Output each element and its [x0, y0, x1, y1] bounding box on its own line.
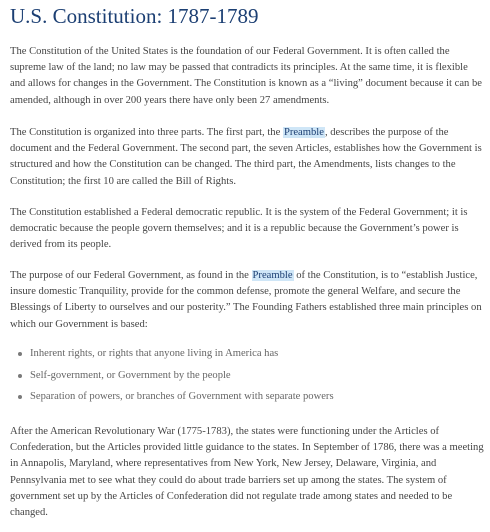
preamble-link-2[interactable]: Preamble: [252, 270, 293, 281]
list-item: [10, 389, 484, 411]
principle-label: Separation of powers, or branches of Government with separate powers: [30, 391, 334, 402]
principle-label: Inherent rights, or rights that anyone living in America has: [30, 348, 279, 359]
paragraph-foundation: The Constitution of the United States is the foundation of our Federal Government. It is often called the supreme law of the land; no law may be passed that contradicts its principles. At the same time, it is flexible and allows for changes in the Government. The Constitution is known as a “living” document because it can be amended, although in over 200 years there have only been 27 amendments.: [10, 46, 482, 106]
preamble-link[interactable]: Preamble: [283, 127, 324, 138]
principles-list: [10, 346, 484, 411]
paragraph-structure: [10, 125, 484, 190]
list-item: [10, 346, 484, 368]
paragraph-purpose-text-end: of the Constitution, is to “establish Justice, insure domestic Tranquility, provide for the common defense, promote the general Welfare, and secure the Blessings of Liberty to ourselves and our posterity.” The Founding Fathers established three main principles on which our Government is based:: [10, 270, 482, 330]
bullet-icon: [18, 374, 22, 378]
principle-label: Self-government, or Government by the people: [30, 369, 231, 381]
paragraph-purpose-text-start: The purpose of our Federal Government, as found in the: [10, 270, 252, 281]
paragraph-purpose: [10, 268, 484, 333]
page-title: U.S. Constitution: 1787-1789: [10, 4, 259, 28]
paragraph-structure-text-end: , describes the purpose of the document and the Federal Government. The second part, the seven Articles, establishes how the Government is structured and how the Constitution can be changed. The third part, the Amendments, lists changes to the Constitution; the first 10 are called the Bill of Rights.: [10, 127, 482, 187]
paragraph-structure-text-start: The Constitution is organized into three parts. The first part, the: [10, 127, 283, 138]
paragraph-history: After the American Revolutionary War (1775-1783), the states were functioning under the Articles of Confederation, but the Articles provided little guidance to the states. In September of 1786, there was a meeting in Annapolis, Maryland, where representatives from New York, New Jersey, Delaware, Virginia, and Pennsylvania met to see what they could do about trade barriers set up among the states. The system of government set up by the Articles of Confederation did not regulate trade among states and needed to be changed.: [10, 426, 484, 519]
bullet-icon: [18, 395, 22, 399]
bullet-icon: [18, 352, 22, 356]
list-item: [10, 368, 484, 390]
paragraph-republic: The Constitution established a Federal democratic republic. It is the system of the Federal Government; it is democratic because the people govern themselves; and it is a republic because the Government’s power is derived from its people.: [10, 207, 468, 251]
